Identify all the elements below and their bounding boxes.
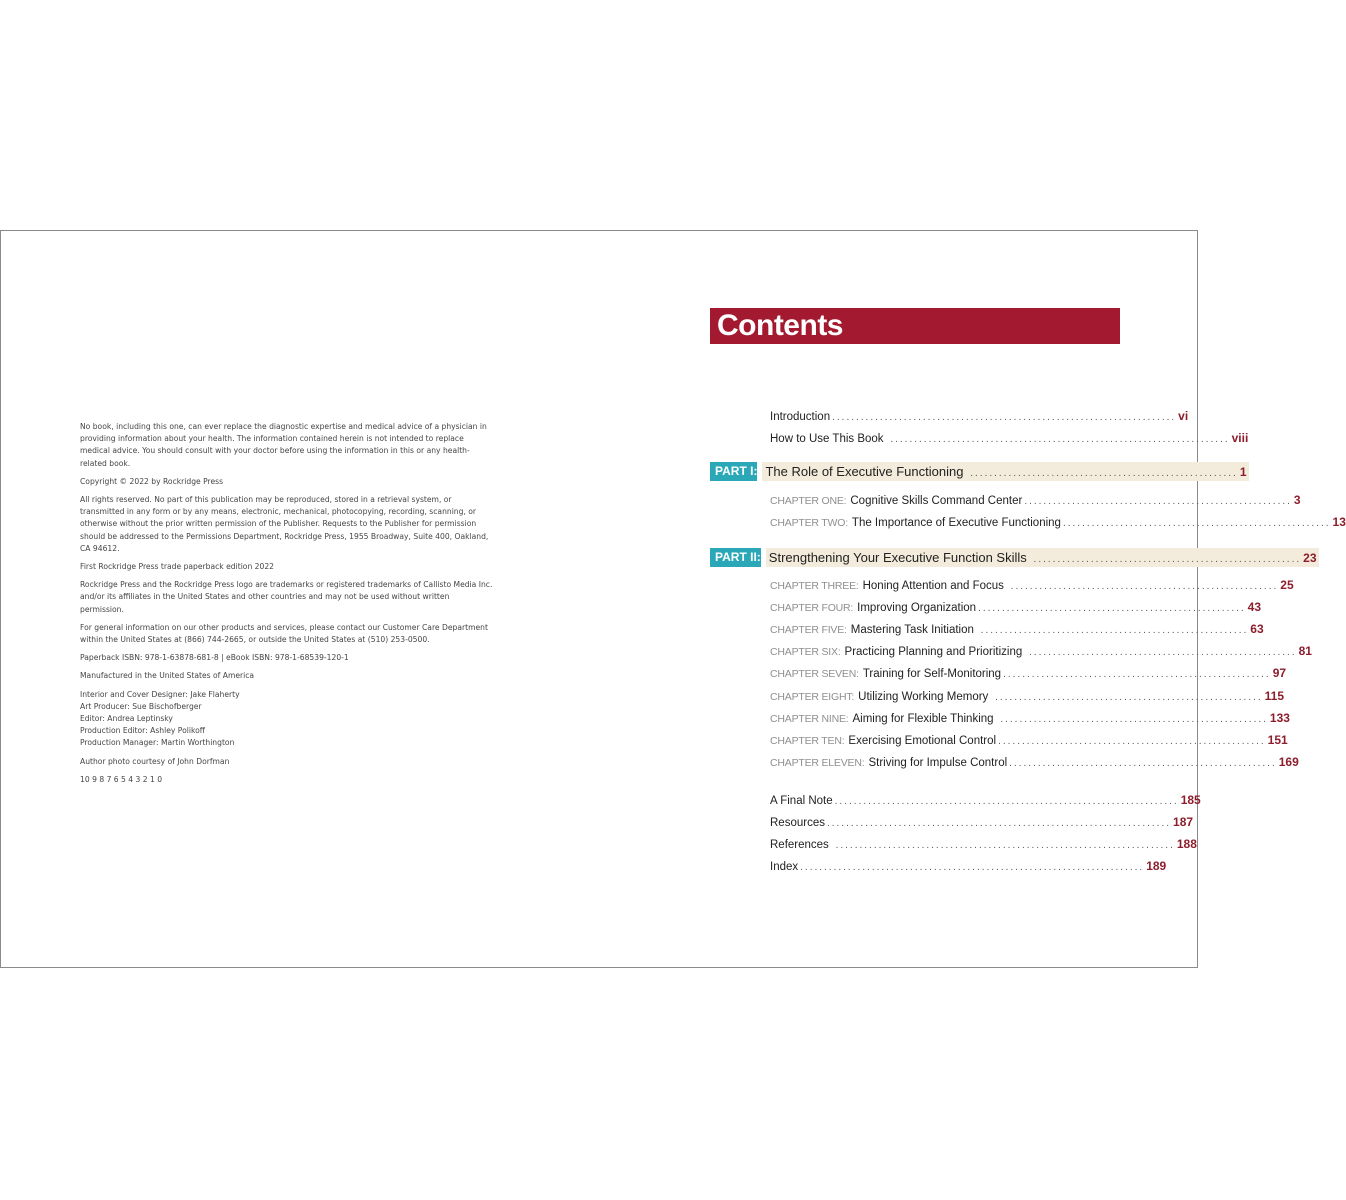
toc-entry-chapter-ten[interactable] <box>770 733 1288 749</box>
toc-entry-title: Cognitive Skills Command Center <box>850 495 1023 507</box>
dot-leader: ........................................................ <box>1003 669 1271 680</box>
toc-entry-title: Improving Organization <box>857 602 977 614</box>
toc-entry-index[interactable] <box>770 859 1167 875</box>
dot-leader: ........................................................ <box>1009 758 1277 769</box>
toc-entry-chapter-eleven[interactable] <box>770 755 1299 771</box>
toc-entry-title: Mastering Task Initiation <box>850 624 974 636</box>
toc-page-number: 13 <box>1332 515 1346 529</box>
printing-line: 10 9 8 7 6 5 4 3 2 1 0 <box>80 774 163 784</box>
toc-page-number: 3 <box>1293 493 1301 507</box>
toc-page-number: 81 <box>1298 644 1312 658</box>
toc-page-number: 43 <box>1247 600 1262 614</box>
toc-entry-chapter-four[interactable] <box>770 600 1262 616</box>
dot-leader: ........................................................ <box>1062 518 1331 529</box>
dot-leader: ........................................................................ <box>826 818 1172 829</box>
part-label: PART II: <box>710 548 761 567</box>
toc-page-number: 169 <box>1278 755 1299 769</box>
toc-entry-title: The Importance of Executive Functioning <box>851 517 1061 529</box>
toc-entry-chapter-two[interactable] <box>770 515 1346 531</box>
toc-entry-title: Training for Self-Monitoring <box>862 668 1002 680</box>
toc-entry-chapter-three[interactable] <box>770 578 1294 594</box>
dot-leader: ........................................................ <box>990 692 1263 703</box>
book-spread <box>0 230 1346 968</box>
part-title: Strengthening Your Executive Function Skills <box>768 550 1027 565</box>
toc-entry-title: Utilizing Working Memory <box>858 691 989 703</box>
dot-leader: ........................................................ <box>998 736 1266 747</box>
dot-leader: ........................................................................ <box>834 796 1179 807</box>
toc-entry-title: Honing Attention and Focus <box>862 580 1004 592</box>
toc-entry-title: Aiming for Flexible Thinking <box>852 713 994 725</box>
toc-entry-chapter-seven[interactable] <box>770 666 1287 682</box>
toc-entry-chapter-five[interactable] <box>770 622 1264 638</box>
toc-entry-how-to-use[interactable] <box>770 431 1249 447</box>
toc-entry-title: Resources <box>770 817 825 829</box>
toc-entry-introduction[interactable] <box>770 409 1189 425</box>
chapter-label: CHAPTER EIGHT: <box>770 691 855 703</box>
credit-line: Production Editor: Ashley Polikoff <box>80 726 205 736</box>
dot-leader: ........................................................................ <box>800 862 1145 873</box>
toc-page-number: 151 <box>1267 733 1288 747</box>
part-title: The Role of Executive Functioning <box>765 464 964 479</box>
toc-page-number: 63 <box>1250 622 1264 636</box>
toc-entry-final-note[interactable] <box>770 793 1201 809</box>
trademark-notice: Rockridge Press and the Rockridge Press logo are trademarks or registered trademarks of Callisto Media Inc. and/or its affiliates in the United States and other countries and may not be used without written permission. <box>80 580 493 614</box>
toc-entry-chapter-nine[interactable] <box>770 711 1290 727</box>
dot-leader: ........................................................ <box>978 603 1246 614</box>
toc-entry-resources[interactable] <box>770 815 1194 831</box>
credits-block <box>80 689 495 750</box>
toc-page-number: 1 <box>1239 465 1247 479</box>
toc-entry-title: How to Use This Book <box>770 433 884 445</box>
toc-entry-chapter-eight[interactable] <box>770 689 1285 705</box>
part-label: PART I: <box>710 462 757 481</box>
toc-page-number: 23 <box>1303 551 1317 565</box>
chapter-label: CHAPTER TEN: <box>770 735 845 747</box>
chapter-label: CHAPTER SEVEN: <box>770 668 859 680</box>
rights-statement: All rights reserved. No part of this publication may be reproduced, stored in a retrieval system, or transmitted in any form or by any means, electronic, mechanical, photocopying, recording, scanning, or otherwise without the prior written permission of the Publisher. Requests to the Publisher for permission should be addressed to the Permissions Department, Rockridge Press, 1955 Broadway, Suite 400, Oakland, CA 94612. <box>80 495 489 553</box>
manufactured-line: Manufactured in the United States of America <box>80 671 255 681</box>
chapter-label: CHAPTER ONE: <box>770 495 847 507</box>
credit-line: Editor: Andrea Leptinsky <box>80 714 173 724</box>
toc-entry-title: Index <box>770 861 799 873</box>
toc-entry-title: Introduction <box>770 411 831 423</box>
dot-leader: ........................................................ <box>1028 554 1302 565</box>
toc-page-number: 185 <box>1180 793 1201 807</box>
medical-disclaimer: No book, including this one, can ever replace the diagnostic expertise and medical advice of a physician in providing information about your health. The information contained herein is not intended to replace medical advice. You should consult with your doctor before using the information in this or any health-related book. <box>80 422 487 468</box>
chapter-label: CHAPTER FOUR: <box>770 602 854 614</box>
chapter-label: CHAPTER TWO: <box>770 517 848 529</box>
toc-entry-references[interactable] <box>770 837 1197 853</box>
credit-line: Production Manager: Martin Worthington <box>80 738 235 748</box>
toc-part-two[interactable] <box>710 548 1317 567</box>
toc-entry-title: A Final Note <box>770 795 833 807</box>
contents-heading: Contents <box>710 308 1120 344</box>
chapter-label: CHAPTER ELEVEN: <box>770 757 865 769</box>
toc-entry-title: References <box>770 839 829 851</box>
photo-credit: Author photo courtesy of John Dorfman <box>80 756 230 766</box>
dot-leader: ....................................................................... <box>830 840 1175 851</box>
dot-leader: ........................................................ <box>1024 496 1292 507</box>
chapter-label: CHAPTER THREE: <box>770 580 859 592</box>
dot-leader: ........................................................................ <box>832 412 1177 423</box>
chapter-label: CHAPTER NINE: <box>770 713 849 725</box>
contact-info: For general information on our other products and services, please contact our Customer Care Department within the United States at (866) 744-2665, or outside the United States at (510) 253-0500. <box>80 622 488 645</box>
toc-page-number: 133 <box>1269 711 1290 725</box>
toc-entry-title: Exercising Emotional Control <box>848 735 997 747</box>
toc-entry-chapter-six[interactable] <box>770 644 1312 660</box>
toc-entry-title: Striving for Impulse Control <box>868 757 1008 769</box>
toc-page-number: 189 <box>1146 859 1167 873</box>
copyright-page <box>80 421 495 792</box>
toc-entry-title: Practicing Planning and Prioritizing <box>844 646 1023 658</box>
part-title-bar <box>762 462 1248 481</box>
toc-page-number: 187 <box>1173 815 1194 829</box>
toc-page-number: 25 <box>1280 578 1294 592</box>
credit-line: Art Producer: Sue Bischofberger <box>80 701 202 711</box>
edition-line: First Rockridge Press trade paperback edition 2022 <box>80 562 274 572</box>
toc-part-one[interactable] <box>710 462 1247 481</box>
toc-page-number: 115 <box>1264 689 1285 703</box>
dot-leader: ........................................................ <box>1024 647 1297 658</box>
chapter-label: CHAPTER FIVE: <box>770 624 847 636</box>
toc-page-number: 188 <box>1176 837 1197 851</box>
part-title-bar <box>766 548 1319 567</box>
dot-leader: ........................................................ <box>975 625 1249 636</box>
isbn-line: Paperback ISBN: 978-1-63878-681-8 | eBook ISBN: 978-1-68539-120-1 <box>80 653 349 663</box>
dot-leader: ........................................................ <box>1005 581 1279 592</box>
toc-page-number: vi <box>1178 409 1189 423</box>
toc-page-number: viii <box>1231 431 1249 445</box>
dot-leader: ........................................................ <box>995 714 1268 725</box>
chapter-label: CHAPTER SIX: <box>770 646 841 658</box>
dot-leader: ........................................................ <box>965 468 1238 479</box>
toc-page-number: 97 <box>1272 666 1287 680</box>
toc-entry-chapter-one[interactable] <box>770 493 1301 509</box>
dot-leader: ....................................................................... <box>885 434 1230 445</box>
credit-line: Interior and Cover Designer: Jake Flaherty <box>80 689 240 699</box>
copyright-line: Copyright © 2022 by Rockridge Press <box>80 476 224 486</box>
